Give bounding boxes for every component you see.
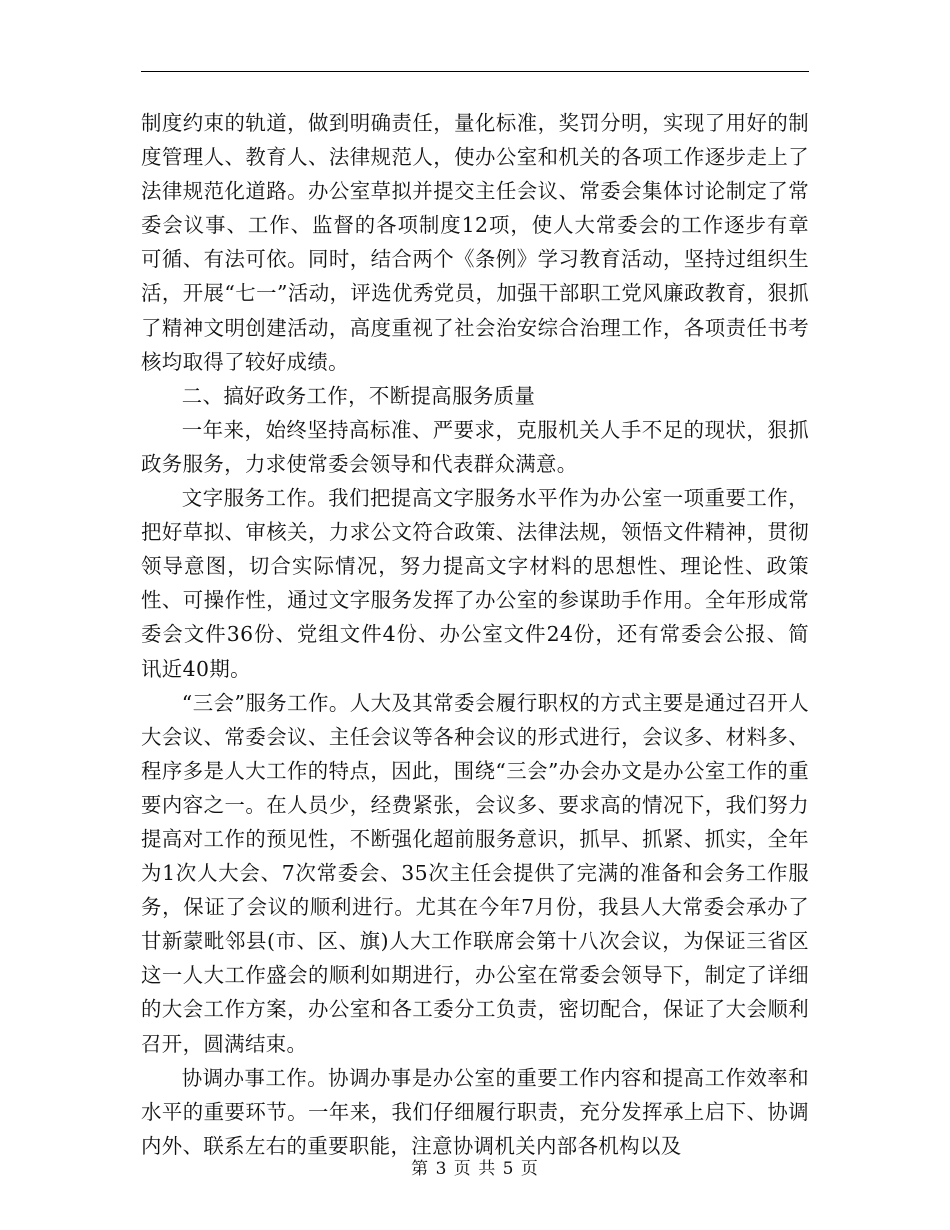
paragraph-meeting-service: “三会”服务工作。人大及其常委会履行职权的方式主要是通过召开人大会议、常委会议、主任会议等各种会议的形式进行，会议多、材料多、程序多是人大工作的特点，因此，围绕“三会”办会办文是办公室工作的重要内容之一。在人员少，经费紧张，会议多、要求高的情况下，我们努力提高对工作的预见性，不断强化超前服务意识，抓早、抓紧、抓实，全年为1次人大会、7次常委会、35次主任会提供了完满的准备和会务工作服务，保证了会议的顺利进行。尤其在今年7月份，我县人大常委会承办了甘新蒙毗邻县(市、区、旗)人大工作联席会第十八次会议，为保证三省区这一人大工作盛会的顺利如期进行，办公室在常委会领导下，制定了详细的大会工作方案，办公室和各工委分工负责，密切配合，保证了大会顺利召开，圆满结束。 [141, 690, 809, 1056]
paragraph-continuation: 制度约束的轨道，做到明确责任，量化标准，奖罚分明，实现了用好的制度管理人、教育人、法律规范人，使办公室和机关的各项工作逐步走上了法律规范化道路。办公室草拟并提交主任会议、常委会集体讨论制定了常委会议事、工作、监督的各项制度12项，使人大常委会的工作逐步有章可循、有法可依。同时，结合两个《条例》学习教育活动，坚持过组织生活，开展“七一”活动，评选优秀党员，加强干部职工党风廉政教育，狠抓了精神文明创建活动，高度重视了社会治安综合治理工作，各项责任书考核均取得了较好成绩。 [141, 111, 809, 374]
document-body [141, 106, 809, 1163]
paragraph-text-service: 文字服务工作。我们把提高文字服务水平作为办公室一项重要工作，把好草拟、审核关，力求公文符合政策、法律法规，领悟文件精神，贯彻领导意图，切合实际情况，努力提高文字材料的思想性、理论性、政策性、可操作性，通过文字服务发挥了办公室的参谋助手作用。全年形成常委会文件36份、党组文件4份、办公室文件24份，还有常委会公报、简讯近40期。 [141, 486, 810, 681]
paragraph-coordination: 协调办事工作。协调办事是办公室的重要工作内容和提高工作效率和水平的重要环节。一年来，我们仔细履行职责，充分发挥承上启下、协调内外、联系左右的重要职能，注意协调机关内部各机构以及 [141, 1065, 809, 1158]
page-number-footer: 第 3 页 共 5 页 [411, 1159, 539, 1179]
section-heading: 二、搞好政务工作，不断提高服务质量 [181, 383, 536, 408]
header-rule [141, 71, 809, 72]
paragraph-intro: 一年来，始终坚持高标准、严要求，克服机关人手不足的现状，狠抓政务服务，力求使常委会领导和代表群众满意。 [141, 417, 809, 476]
